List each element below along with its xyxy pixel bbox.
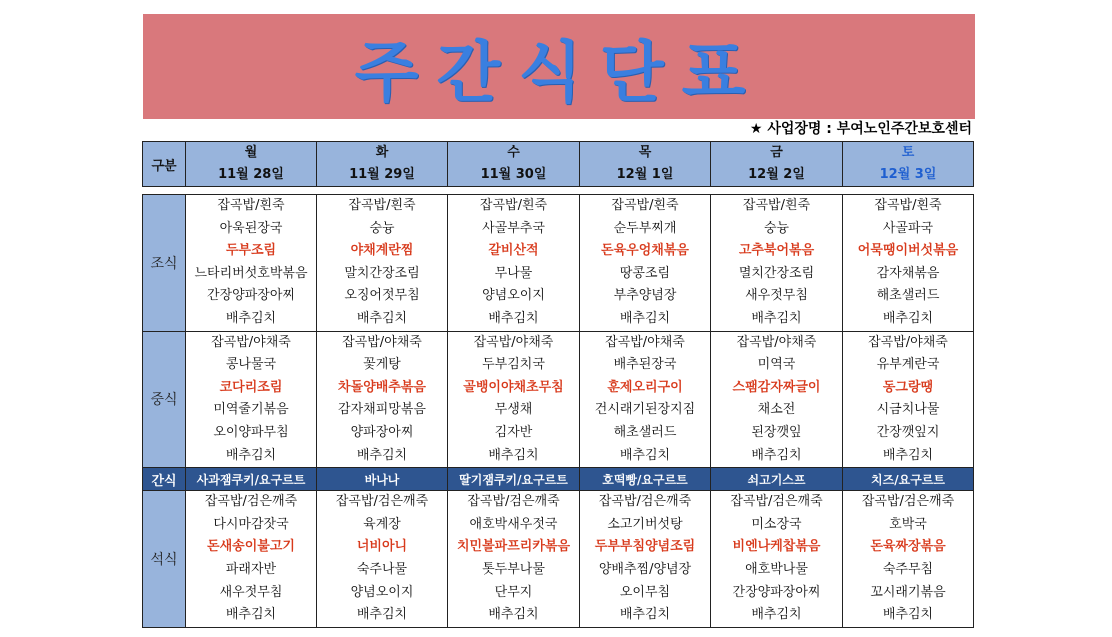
main-dish-item: 골뱅이야채초무침 [463, 379, 564, 395]
menu-item: 말치간장조림 [344, 265, 420, 281]
menu-item: 숭늉 [763, 220, 790, 236]
menu-item: 잡곡밥/흰죽 [874, 198, 942, 213]
breakfast-menu-cell [843, 195, 974, 332]
breakfast-label: 조식 [143, 195, 186, 332]
menu-item: 순두부찌개 [613, 220, 677, 236]
menu-item: 육계장 [363, 516, 401, 532]
main-dish-item: 야채계란찜 [350, 243, 414, 259]
day-name: 토 [901, 145, 915, 160]
menu-item: 양념오이지 [350, 584, 414, 600]
menu-item: 배추김치 [356, 310, 408, 326]
menu-item: 잡곡밥/검은깨죽 [861, 494, 955, 510]
menu-item: 꽃게탕 [363, 357, 401, 373]
menu-item: 숙주나물 [356, 561, 408, 577]
snack-cell: 쇠고기스프 [711, 468, 843, 491]
snack-label: 간식 [143, 468, 186, 491]
day-date: 11월 29일 [349, 167, 415, 182]
header-day-fri [711, 142, 843, 187]
menu-item: 해초샐러드 [613, 424, 677, 440]
day-date: 12월 2일 [748, 167, 805, 182]
snack-cell: 치즈/요구르트 [843, 468, 974, 491]
dinner-menu-cell [448, 491, 580, 628]
menu-item: 채소전 [757, 402, 796, 418]
header-gubun: 구분 [143, 142, 186, 187]
lunch-menu-cell [448, 331, 580, 468]
header-day-sat [843, 142, 974, 187]
menu-item: 꼬시래기볶음 [870, 584, 946, 600]
breakfast-menu-cell [580, 195, 711, 332]
menu-item: 오이무침 [619, 584, 671, 600]
menu-item: 파래자반 [225, 561, 277, 577]
dinner-row [143, 491, 974, 628]
lunch-menu-cell [317, 331, 448, 468]
breakfast-menu-cell [317, 195, 448, 332]
menu-item: 오이양파무침 [213, 424, 289, 440]
menu-item: 배추김치 [225, 447, 277, 463]
main-dish-item: 두부부침양념조림 [594, 539, 696, 555]
menu-item: 미역줄기볶음 [213, 402, 289, 418]
menu-item: 배추김치 [619, 310, 671, 326]
menu-item: 간장깻잎지 [876, 424, 940, 440]
menu-item: 느타리버섯호박볶음 [194, 265, 308, 281]
menu-item: 잡곡밥/흰죽 [742, 198, 811, 213]
snack-cell: 호떡빵/요구르트 [580, 468, 711, 491]
day-name: 월 [244, 145, 258, 160]
page-title: 주간식단표 [354, 34, 764, 111]
day-date: 11월 28일 [218, 167, 284, 182]
menu-item: 시금치나물 [876, 402, 940, 418]
menu-item: 단무지 [494, 584, 533, 600]
lunch-row [143, 331, 974, 468]
menu-item: 사골부추국 [482, 220, 545, 236]
menu-item: 된장깻잎 [751, 424, 802, 440]
menu-item: 잡곡밥/검은깨죽 [467, 494, 560, 510]
snack-cell: 바나나 [317, 468, 448, 491]
main-dish-item: 코다리조림 [219, 379, 283, 395]
menu-item: 배추김치 [225, 607, 277, 623]
menu-item: 잡곡밥/흰죽 [217, 198, 285, 213]
main-dish-item: 스팸감자짜글이 [732, 379, 821, 395]
menu-item: 잡곡밥/흰죽 [479, 198, 548, 213]
menu-item: 양념오이지 [482, 288, 545, 304]
menu-item: 무생채 [494, 402, 533, 418]
breakfast-menu-cell [448, 195, 580, 332]
lunch-menu-cell [186, 331, 317, 468]
menu-item: 간장양파장아찌 [207, 288, 295, 304]
menu-item: 배추김치 [488, 607, 539, 623]
menu-item: 애호박새우젓국 [469, 516, 558, 532]
menu-item: 배추김치 [225, 310, 277, 326]
menu-item: 양배추찜/양념장 [598, 561, 692, 577]
day-name: 수 [507, 145, 520, 160]
menu-item: 아욱된장국 [219, 220, 283, 236]
header-day-thu [580, 142, 711, 187]
menu-item: 다시마감잣국 [213, 516, 289, 532]
main-dish-item: 고추북어볶음 [738, 243, 815, 259]
menu-item: 잡곡밥/검은깨죽 [730, 494, 823, 510]
menu-item: 잡곡밥/야채죽 [736, 334, 817, 350]
menu-item: 건시래기된장지짐 [594, 402, 696, 418]
main-dish-item: 너비아니 [356, 539, 408, 555]
organization-label: ★ 사업장명 : 부여노인주간보호센터 [749, 121, 972, 137]
menu-item: 콩나물국 [225, 357, 277, 373]
menu-item: 배추된장국 [613, 357, 677, 373]
menu-item: 숭늉 [369, 220, 395, 236]
lunch-label: 중식 [143, 331, 186, 468]
menu-item: 유부계란국 [876, 357, 940, 373]
lunch-menu-cell [843, 331, 974, 468]
menu-item: 간장양파장아찌 [732, 584, 821, 600]
menu-item: 애호박나물 [745, 561, 808, 577]
menu-item: 잡곡밥/검은깨죽 [335, 494, 429, 510]
main-dish-item: 돈육우엉채볶음 [601, 243, 689, 259]
menu-item: 배추김치 [619, 607, 671, 623]
snack-row [143, 468, 974, 491]
menu-item: 배추김치 [488, 447, 539, 463]
menu-item: 잡곡밥/야채죽 [605, 334, 685, 350]
day-name: 금 [770, 145, 783, 160]
menu-item: 감자채피망볶음 [338, 402, 426, 418]
header-day-mon [186, 142, 317, 187]
main-dish-item: 돈육짜장볶음 [870, 539, 946, 555]
menu-item: 오징어젓무침 [344, 288, 420, 304]
main-dish-item: 비엔나케찹볶음 [732, 539, 821, 555]
header-table [142, 141, 974, 187]
main-dish-item: 갈비산적 [488, 243, 539, 259]
menu-item: 잡곡밥/검은깨죽 [598, 494, 692, 510]
menu-item: 배추김치 [619, 447, 671, 463]
title-banner [143, 14, 975, 119]
menu-item: 숙주무침 [882, 561, 934, 577]
menu-item: 잡곡밥/흰죽 [348, 198, 416, 213]
menu-item: 양파장아찌 [350, 424, 414, 440]
main-dish-item: 차돌양배추볶음 [338, 379, 426, 395]
dinner-menu-cell [843, 491, 974, 628]
menu-item: 소고기버섯탕 [607, 516, 683, 532]
day-name: 화 [375, 145, 389, 160]
menu-item: 새우젓무침 [219, 584, 283, 600]
main-dish-item: 치민볼파프리카볶음 [456, 539, 571, 555]
day-date: 11월 30일 [480, 167, 547, 182]
main-dish-item: 두부조림 [225, 243, 277, 259]
breakfast-menu-cell [186, 195, 317, 332]
day-date: 12월 3일 [879, 167, 937, 182]
lunch-menu-cell [580, 331, 711, 468]
menu-item: 멸치간장조림 [738, 265, 815, 281]
menu-table [142, 194, 974, 628]
lunch-menu-cell [711, 331, 843, 468]
menu-item: 무나물 [494, 265, 533, 281]
menu-item: 잡곡밥/흰죽 [611, 198, 679, 213]
menu-item: 미소장국 [751, 516, 802, 532]
main-dish-item: 어묵땡이버섯볶음 [857, 243, 959, 259]
menu-item: 배추김치 [882, 310, 934, 326]
main-dish-item: 동그랑땡 [882, 379, 934, 395]
snack-cell: 사과잼쿠키/요구르트 [186, 468, 317, 491]
breakfast-row [143, 195, 974, 332]
menu-item: 부추양념장 [613, 288, 677, 304]
menu-item: 잡곡밥/야채죽 [473, 334, 554, 350]
menu-item: 잡곡밥/검은깨죽 [204, 494, 298, 510]
dinner-menu-cell [186, 491, 317, 628]
day-date: 12월 1일 [616, 167, 674, 182]
menu-item: 배추김치 [882, 447, 934, 463]
dinner-menu-cell [711, 491, 843, 628]
menu-item: 감자채볶음 [876, 265, 940, 281]
header-day-wed [448, 142, 580, 187]
day-name: 목 [638, 145, 652, 160]
menu-item: 두부김치국 [482, 357, 545, 373]
menu-item: 잡곡밥/야채죽 [211, 334, 291, 350]
menu-item: 배추김치 [751, 310, 802, 326]
dinner-menu-cell [580, 491, 711, 628]
dinner-label: 석식 [143, 491, 186, 628]
header-day-tue [317, 142, 448, 187]
menu-item: 배추김치 [488, 310, 539, 326]
main-dish-item: 훈제오리구이 [607, 379, 683, 395]
menu-item: 새우젓무침 [745, 288, 808, 304]
menu-item: 해초샐러드 [876, 288, 940, 304]
menu-item: 배추김치 [751, 447, 802, 463]
menu-item: 미역국 [757, 357, 796, 373]
menu-item: 배추김치 [356, 447, 408, 463]
breakfast-menu-cell [711, 195, 843, 332]
menu-item: 잡곡밥/야채죽 [342, 334, 422, 350]
menu-item: 배추김치 [356, 607, 408, 623]
dinner-menu-cell [317, 491, 448, 628]
snack-cell: 딸기잼쿠키/요구르트 [448, 468, 580, 491]
menu-item: 김자반 [494, 424, 533, 440]
menu-item: 배추김치 [882, 607, 934, 623]
menu-item: 잡곡밥/야채죽 [868, 334, 948, 350]
menu-item: 톳두부나물 [482, 561, 545, 577]
menu-item: 호박국 [889, 516, 927, 532]
main-dish-item: 돈새송이불고기 [207, 539, 295, 555]
menu-item: 사골파국 [882, 220, 934, 236]
menu-item: 땅콩조림 [619, 265, 671, 281]
menu-item: 배추김치 [751, 607, 802, 623]
